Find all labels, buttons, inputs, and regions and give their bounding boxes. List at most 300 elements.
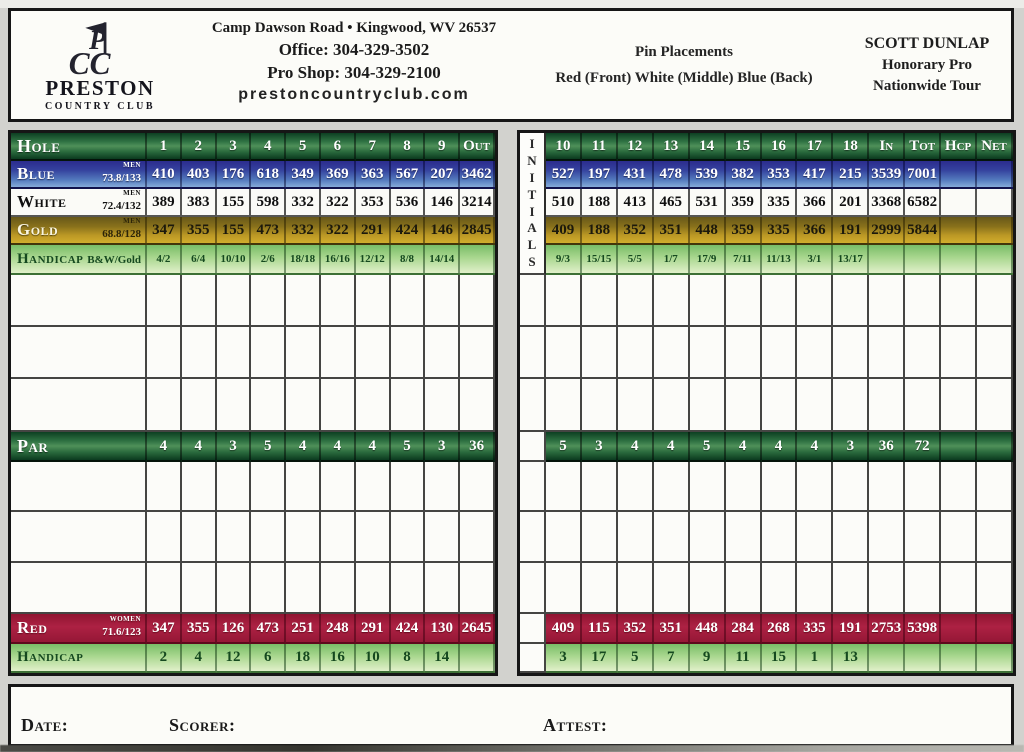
- hole-header-col-2: 11: [582, 133, 618, 161]
- score-row-2-col-10: [869, 327, 905, 379]
- gold-tees-col-13: [977, 217, 1013, 245]
- score-row-4-col-12: [941, 462, 977, 512]
- par-col-5: 5: [690, 432, 726, 462]
- score-row-2-label: [11, 327, 147, 379]
- blue-tees-col-11: 7001: [905, 161, 941, 189]
- blue-tees-col-4: 478: [654, 161, 690, 189]
- pin-placements: [519, 11, 849, 119]
- club-contact: [189, 11, 519, 119]
- blue-tees-col-12: [941, 161, 977, 189]
- red-tees-col-8: 335: [797, 614, 833, 644]
- score-row-3-col-13: [977, 379, 1013, 432]
- par-col-9: 3: [425, 432, 460, 462]
- score-row-6-col-7: [356, 563, 391, 614]
- mens-handicap-col-7: 11/13: [762, 245, 798, 275]
- white-tees-col-5: 332: [286, 189, 321, 217]
- score-row-1-col-1: [546, 275, 582, 327]
- par-col-9: 3: [833, 432, 869, 462]
- hole-header-col-13: Net: [977, 133, 1013, 161]
- blue-tees-col-10: 3462: [460, 161, 495, 189]
- proshop-phone: Pro Shop: 304-329-2100: [267, 63, 441, 82]
- blue-tees-col-13: [977, 161, 1013, 189]
- womens-handicap-col-4: 6: [251, 644, 286, 673]
- gold-tees-col-10: 2999: [869, 217, 905, 245]
- blue-tees-col-10: 3539: [869, 161, 905, 189]
- score-row-4-col-4: [654, 462, 690, 512]
- initials-blank-cell: [520, 644, 546, 673]
- score-row-4-col-1: [147, 462, 182, 512]
- par-col-2: 4: [182, 432, 217, 462]
- score-row-2-col-10: [460, 327, 495, 379]
- mens-handicap-col-6: 16/16: [321, 245, 356, 275]
- white-tees-col-1: 389: [147, 189, 182, 217]
- hole-header-col-9: 9: [425, 133, 460, 161]
- blue-tees-label: Blue MEN 73.8/133: [11, 161, 147, 189]
- blue-tees-col-2: 197: [582, 161, 618, 189]
- score-row-2-col-8: [391, 327, 426, 379]
- score-row-5-col-13: [977, 512, 1013, 563]
- mens-handicap-col-11: [905, 245, 941, 275]
- score-row-1-col-6: [726, 275, 762, 327]
- gold-tees-col-9: 191: [833, 217, 869, 245]
- score-row-4-col-10: [460, 462, 495, 512]
- mens-handicap-col-8: 8/8: [391, 245, 426, 275]
- score-row-1-col-1: [147, 275, 182, 327]
- womens-handicap-col-11: [905, 644, 941, 673]
- mens-handicap-col-2: 15/15: [582, 245, 618, 275]
- score-row-6-col-4: [654, 563, 690, 614]
- score-row-5-col-5: [690, 512, 726, 563]
- front-nine-table: [8, 130, 498, 676]
- gold-tees-col-5: 332: [286, 217, 321, 245]
- score-row-1-col-6: [321, 275, 356, 327]
- womens-handicap-col-8: 1: [797, 644, 833, 673]
- par-col-5: 4: [286, 432, 321, 462]
- score-row-6-col-8: [391, 563, 426, 614]
- blue-tees-col-2: 403: [182, 161, 217, 189]
- score-row-2-col-2: [182, 327, 217, 379]
- gold-tees-label: Gold MEN 68.8/128: [11, 217, 147, 245]
- blue-tees-col-6: 369: [321, 161, 356, 189]
- score-row-6-col-3: [618, 563, 654, 614]
- white-tees-col-9: 201: [833, 189, 869, 217]
- blue-tees-col-9: 215: [833, 161, 869, 189]
- hole-header-col-12: Hcp: [941, 133, 977, 161]
- white-tees-col-5: 531: [690, 189, 726, 217]
- score-row-5-col-10: [460, 512, 495, 563]
- womens-handicap-col-10: [460, 644, 495, 673]
- mens-handicap-col-9: 13/17: [833, 245, 869, 275]
- score-row-3-col-2: [182, 379, 217, 432]
- white-tees-col-9: 146: [425, 189, 460, 217]
- score-row-3-col-11: [905, 379, 941, 432]
- score-row-3-col-4: [251, 379, 286, 432]
- score-row-4-col-8: [797, 462, 833, 512]
- score-row-3-col-9: [425, 379, 460, 432]
- white-tees-col-2: 383: [182, 189, 217, 217]
- red-tees-col-5: 448: [690, 614, 726, 644]
- score-row-3-col-8: [391, 379, 426, 432]
- score-row-6-col-7: [762, 563, 798, 614]
- score-row-1-col-4: [654, 275, 690, 327]
- score-row-5-col-1: [147, 512, 182, 563]
- white-tees-col-6: 359: [726, 189, 762, 217]
- initials-column-label: I N I T I A L S: [520, 133, 546, 275]
- blue-tees-col-8: 417: [797, 161, 833, 189]
- score-row-1-col-10: [869, 275, 905, 327]
- mens-handicap-col-1: 9/3: [546, 245, 582, 275]
- hole-header-col-10: In: [869, 133, 905, 161]
- red-tees-col-2: 115: [582, 614, 618, 644]
- score-row-1-col-4: [251, 275, 286, 327]
- womens-handicap-col-3: 12: [217, 644, 252, 673]
- club-website: prestoncountryclub.com: [238, 86, 470, 103]
- mens-handicap-col-6: 7/11: [726, 245, 762, 275]
- score-row-4-col-11: [905, 462, 941, 512]
- score-row-5-col-7: [762, 512, 798, 563]
- white-tees-col-3: 413: [618, 189, 654, 217]
- hole-header-col-2: 2: [182, 133, 217, 161]
- par-col-1: 5: [546, 432, 582, 462]
- blue-tees-col-7: 353: [762, 161, 798, 189]
- mens-handicap-label: Handicap B&W/Gold: [11, 245, 147, 275]
- score-row-4-col-2: [582, 462, 618, 512]
- womens-handicap-col-6: 11: [726, 644, 762, 673]
- womens-handicap-col-2: 4: [182, 644, 217, 673]
- gold-tees-col-11: 5844: [905, 217, 941, 245]
- score-row-1-col-5: [286, 275, 321, 327]
- score-row-4-col-2: [182, 462, 217, 512]
- red-tees-col-10: 2645: [460, 614, 495, 644]
- back-nine-table: [517, 130, 1016, 676]
- gold-tees-col-3: 155: [217, 217, 252, 245]
- womens-handicap-col-5: 18: [286, 644, 321, 673]
- score-row-2-col-1: [147, 327, 182, 379]
- hole-header-col-1: 10: [546, 133, 582, 161]
- score-row-5-col-2: [582, 512, 618, 563]
- hole-header-col-6: 6: [321, 133, 356, 161]
- blue-tees-col-1: 410: [147, 161, 182, 189]
- gold-tees-col-1: 347: [147, 217, 182, 245]
- score-row-1-col-13: [977, 275, 1013, 327]
- red-tees-col-3: 352: [618, 614, 654, 644]
- white-tees-col-8: 536: [391, 189, 426, 217]
- par-col-10: 36: [869, 432, 905, 462]
- score-row-2-col-9: [833, 327, 869, 379]
- womens-handicap-col-7: 15: [762, 644, 798, 673]
- hole-header-col-8: 17: [797, 133, 833, 161]
- gold-tees-col-5: 448: [690, 217, 726, 245]
- score-row-1-col-8: [797, 275, 833, 327]
- mens-handicap-col-13: [977, 245, 1013, 275]
- gold-tees-col-10: 2845: [460, 217, 495, 245]
- blue-tees-col-9: 207: [425, 161, 460, 189]
- red-tees-col-9: 130: [425, 614, 460, 644]
- white-tees-col-7: 353: [356, 189, 391, 217]
- score-row-3-col-7: [356, 379, 391, 432]
- score-row-5-col-10: [869, 512, 905, 563]
- score-row-3-col-3: [217, 379, 252, 432]
- hole-header-col-6: 15: [726, 133, 762, 161]
- par-label: Par: [11, 432, 147, 462]
- red-tees-col-9: 191: [833, 614, 869, 644]
- gold-tees-col-7: 291: [356, 217, 391, 245]
- score-row-2-col-1: [546, 327, 582, 379]
- red-tees-col-1: 409: [546, 614, 582, 644]
- blue-tees-col-8: 567: [391, 161, 426, 189]
- par-col-11: 72: [905, 432, 941, 462]
- par-col-8: 5: [391, 432, 426, 462]
- score-row-5-col-6: [726, 512, 762, 563]
- par-col-3: 3: [217, 432, 252, 462]
- score-row-3-col-12: [941, 379, 977, 432]
- scan-edge-artifact: [0, 745, 1024, 752]
- pro-name: SCOTT DUNLAP: [864, 35, 990, 52]
- score-row-5-col-8: [797, 512, 833, 563]
- hole-header-col-5: 14: [690, 133, 726, 161]
- club-subname: COUNTRY CLUB: [44, 101, 156, 112]
- score-row-5-col-6: [321, 512, 356, 563]
- score-row-2-col-7: [762, 327, 798, 379]
- score-row-5-col-4: [251, 512, 286, 563]
- womens-handicap-col-13: [977, 644, 1013, 673]
- score-row-5-col-9: [425, 512, 460, 563]
- score-row-2-col-12: [941, 327, 977, 379]
- womens-handicap-col-1: 2: [147, 644, 182, 673]
- score-row-2-col-8: [797, 327, 833, 379]
- score-row-1-col-9: [833, 275, 869, 327]
- blue-tees-col-5: 349: [286, 161, 321, 189]
- club-name: PRESTON: [45, 76, 155, 100]
- score-row-5-col-3: [618, 512, 654, 563]
- score-row-4-col-10: [869, 462, 905, 512]
- womens-handicap-col-4: 7: [654, 644, 690, 673]
- hole-header-col-8: 8: [391, 133, 426, 161]
- score-row-2-col-5: [690, 327, 726, 379]
- blue-tees-col-7: 363: [356, 161, 391, 189]
- initials-blank-cell: [520, 275, 546, 327]
- score-row-3-col-1: [546, 379, 582, 432]
- score-row-2-col-9: [425, 327, 460, 379]
- score-row-6-col-11: [905, 563, 941, 614]
- score-row-3-col-6: [321, 379, 356, 432]
- score-row-5-col-9: [833, 512, 869, 563]
- score-row-2-col-4: [654, 327, 690, 379]
- score-row-4-col-7: [762, 462, 798, 512]
- par-col-10: 36: [460, 432, 495, 462]
- mens-handicap-col-10: [460, 245, 495, 275]
- womens-handicap-col-1: 3: [546, 644, 582, 673]
- hole-header-col-3: 3: [217, 133, 252, 161]
- score-row-4-col-3: [618, 462, 654, 512]
- red-tees-col-11: 5398: [905, 614, 941, 644]
- initials-blank-cell: [520, 327, 546, 379]
- gold-tees-col-6: 359: [726, 217, 762, 245]
- club-monogram-icon: [54, 20, 146, 78]
- svg-text:P: P: [88, 24, 106, 55]
- womens-handicap-col-12: [941, 644, 977, 673]
- score-row-3-label: [11, 379, 147, 432]
- score-row-1-col-8: [391, 275, 426, 327]
- score-row-5-col-2: [182, 512, 217, 563]
- score-row-5-col-5: [286, 512, 321, 563]
- initials-blank-cell: [520, 614, 546, 644]
- score-row-5-col-1: [546, 512, 582, 563]
- white-tees-col-10: 3368: [869, 189, 905, 217]
- score-row-3-col-2: [582, 379, 618, 432]
- white-tees-col-13: [977, 189, 1013, 217]
- score-row-1-col-3: [618, 275, 654, 327]
- score-row-6-col-13: [977, 563, 1013, 614]
- blue-tees-col-4: 618: [251, 161, 286, 189]
- white-tees-col-4: 598: [251, 189, 286, 217]
- score-row-3-col-10: [460, 379, 495, 432]
- red-tees-col-8: 424: [391, 614, 426, 644]
- par-col-1: 4: [147, 432, 182, 462]
- gold-tees-col-1: 409: [546, 217, 582, 245]
- initials-blank-cell: [520, 432, 546, 462]
- score-row-4-col-6: [726, 462, 762, 512]
- header: [8, 8, 1014, 122]
- gold-tees-col-2: 188: [582, 217, 618, 245]
- score-row-6-col-6: [321, 563, 356, 614]
- gold-tees-col-7: 335: [762, 217, 798, 245]
- womens-handicap-col-9: 13: [833, 644, 869, 673]
- score-row-3-col-7: [762, 379, 798, 432]
- score-row-3-col-4: [654, 379, 690, 432]
- score-row-2-col-2: [582, 327, 618, 379]
- score-row-2-col-13: [977, 327, 1013, 379]
- womens-handicap-col-8: 8: [391, 644, 426, 673]
- red-tees-col-7: 268: [762, 614, 798, 644]
- womens-handicap-col-6: 16: [321, 644, 356, 673]
- red-tees-col-5: 251: [286, 614, 321, 644]
- hole-header-col-7: 16: [762, 133, 798, 161]
- red-tees-col-1: 347: [147, 614, 182, 644]
- score-row-6-col-8: [797, 563, 833, 614]
- white-tees-col-7: 335: [762, 189, 798, 217]
- hole-header-col-4: 4: [251, 133, 286, 161]
- score-row-6-col-9: [833, 563, 869, 614]
- red-tees-col-4: 351: [654, 614, 690, 644]
- attest-label: Attest:: [543, 715, 608, 735]
- svg-text:CC: CC: [68, 45, 111, 78]
- par-col-8: 4: [797, 432, 833, 462]
- blue-tees-col-6: 382: [726, 161, 762, 189]
- score-row-1-col-3: [217, 275, 252, 327]
- score-row-2-col-3: [618, 327, 654, 379]
- club-address: Camp Dawson Road • Kingwood, WV 26537: [211, 20, 497, 36]
- gold-tees-col-3: 352: [618, 217, 654, 245]
- red-tees-col-4: 473: [251, 614, 286, 644]
- score-row-1-label: [11, 275, 147, 327]
- score-row-2-col-11: [905, 327, 941, 379]
- score-row-1-col-2: [582, 275, 618, 327]
- white-tees-col-2: 188: [582, 189, 618, 217]
- score-row-4-col-9: [833, 462, 869, 512]
- office-phone: Office: 304-329-3502: [278, 40, 430, 59]
- score-row-4-col-13: [977, 462, 1013, 512]
- score-row-6-col-2: [582, 563, 618, 614]
- hole-header-col-10: Out: [460, 133, 495, 161]
- score-row-6-col-6: [726, 563, 762, 614]
- blue-tees-col-1: 527: [546, 161, 582, 189]
- score-row-5-col-8: [391, 512, 426, 563]
- hole-header-col-9: 18: [833, 133, 869, 161]
- par-col-4: 4: [654, 432, 690, 462]
- score-row-6-col-4: [251, 563, 286, 614]
- par-col-7: 4: [762, 432, 798, 462]
- score-row-4-col-4: [251, 462, 286, 512]
- mens-handicap-col-5: 18/18: [286, 245, 321, 275]
- white-tees-col-3: 155: [217, 189, 252, 217]
- blue-tees-col-3: 431: [618, 161, 654, 189]
- white-tees-col-6: 322: [321, 189, 356, 217]
- initials-blank-cell: [520, 563, 546, 614]
- red-tees-col-3: 126: [217, 614, 252, 644]
- gold-tees-col-9: 146: [425, 217, 460, 245]
- score-row-3-col-5: [286, 379, 321, 432]
- pin-placements-title: Pin Placements: [635, 43, 733, 60]
- mens-handicap-col-7: 12/12: [356, 245, 391, 275]
- score-row-1-col-7: [356, 275, 391, 327]
- score-row-3-col-6: [726, 379, 762, 432]
- womens-handicap-label: Handicap: [11, 644, 147, 673]
- score-row-6-col-10: [869, 563, 905, 614]
- blue-tees-col-3: 176: [217, 161, 252, 189]
- mens-handicap-col-4: 2/6: [251, 245, 286, 275]
- blue-tees-col-5: 539: [690, 161, 726, 189]
- score-row-2-col-5: [286, 327, 321, 379]
- score-row-5-col-11: [905, 512, 941, 563]
- womens-handicap-col-9: 14: [425, 644, 460, 673]
- pro-tour: Nationwide Tour: [873, 78, 981, 94]
- score-row-6-col-5: [690, 563, 726, 614]
- hole-header-col-4: 13: [654, 133, 690, 161]
- mens-handicap-col-1: 4/2: [147, 245, 182, 275]
- womens-handicap-col-2: 17: [582, 644, 618, 673]
- score-row-6-col-3: [217, 563, 252, 614]
- mens-handicap-col-12: [941, 245, 977, 275]
- red-tees-col-6: 248: [321, 614, 356, 644]
- hole-header-label: Hole: [11, 133, 147, 161]
- gold-tees-col-6: 322: [321, 217, 356, 245]
- mens-handicap-col-2: 6/4: [182, 245, 217, 275]
- womens-handicap-col-5: 9: [690, 644, 726, 673]
- score-row-5-col-7: [356, 512, 391, 563]
- score-row-3-col-10: [869, 379, 905, 432]
- footer: [8, 684, 1014, 747]
- score-row-3-col-9: [833, 379, 869, 432]
- par-col-7: 4: [356, 432, 391, 462]
- score-row-1-col-10: [460, 275, 495, 327]
- score-row-1-col-2: [182, 275, 217, 327]
- score-row-5-col-12: [941, 512, 977, 563]
- score-row-6-col-2: [182, 563, 217, 614]
- score-row-2-col-6: [321, 327, 356, 379]
- score-row-6-label: [11, 563, 147, 614]
- red-tees-col-13: [977, 614, 1013, 644]
- initials-blank-cell: [520, 462, 546, 512]
- par-col-6: 4: [726, 432, 762, 462]
- pin-placements-detail: Red (Front) White (Middle) Blue (Back): [555, 69, 813, 86]
- white-tees-col-1: 510: [546, 189, 582, 217]
- score-row-6-col-9: [425, 563, 460, 614]
- score-row-4-col-1: [546, 462, 582, 512]
- mens-handicap-col-9: 14/14: [425, 245, 460, 275]
- white-tees-col-10: 3214: [460, 189, 495, 217]
- score-row-6-col-1: [546, 563, 582, 614]
